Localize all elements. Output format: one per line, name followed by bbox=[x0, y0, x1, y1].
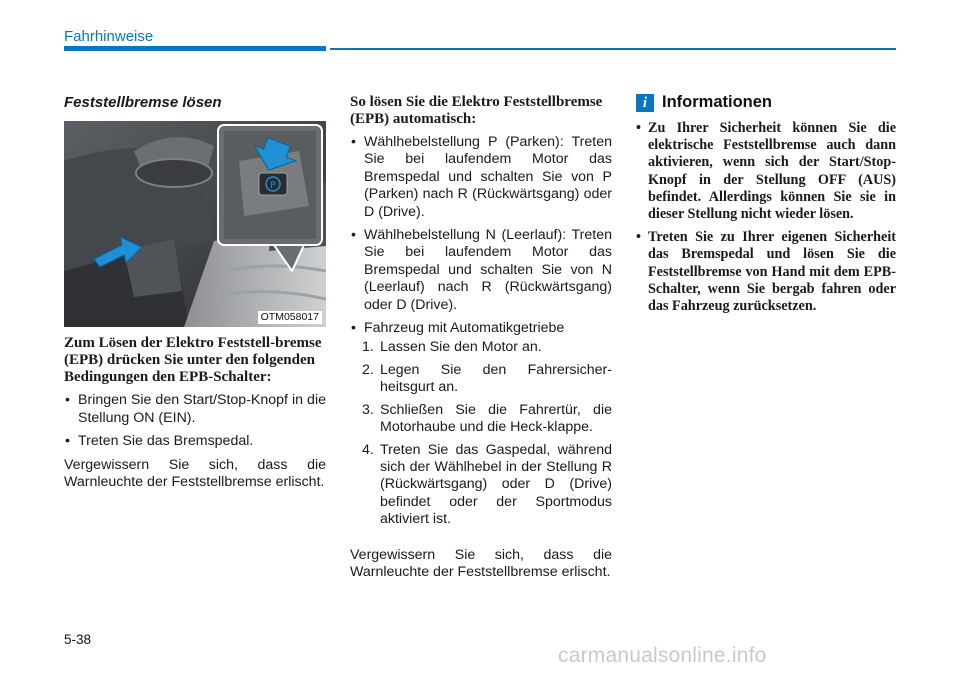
section-title: Fahrhinweise bbox=[64, 28, 154, 45]
header-rule-thin bbox=[330, 48, 896, 50]
step-number: 3. bbox=[362, 401, 374, 418]
header-rule-thick bbox=[64, 46, 326, 51]
figure-label: OTM058017 bbox=[258, 311, 322, 324]
info-icon: i bbox=[636, 94, 654, 112]
list-item: • Fahrzeug mit Automatikgetriebe bbox=[350, 320, 612, 337]
step-text: Legen Sie den Fahrersicher-heitsgurt an. bbox=[380, 361, 612, 396]
paragraph: Vergewissern Sie sich, dass die Warnleuchte der Feststellbremse erlischt. bbox=[64, 456, 326, 491]
list-item: • Treten Sie das Bremspedal. bbox=[64, 433, 326, 450]
steps-list bbox=[350, 339, 612, 528]
step-number: 4. bbox=[362, 441, 374, 458]
info-title: Informationen bbox=[662, 93, 772, 112]
figure-epb-switch bbox=[64, 121, 326, 327]
list-item bbox=[350, 362, 612, 397]
step-number: 2. bbox=[362, 361, 374, 378]
list-item: • Treten Sie zu Ihrer eigenen Sicherheit das Bremspedal und lösen Sie die Feststellbremse von Hand mit dem EPB-Schalter, wenn Sie bergab fahren oder das Fahrzeug zurücksetzen. bbox=[636, 229, 896, 315]
page-number: 5-38 bbox=[64, 632, 92, 647]
bullet-list bbox=[350, 134, 612, 337]
subheading: Zum Lösen der Elektro Feststell-bremse (EPB) drücken Sie unter den folgenden Bedingungen den EPB-Schalter: bbox=[64, 335, 322, 386]
step-text: Schließen Sie die Fahrertür, die Motorhaube und die Heck-klappe. bbox=[380, 401, 612, 436]
list-item bbox=[350, 402, 612, 437]
paragraph: Vergewissern Sie sich, dass die Warnleuchte der Feststellbremse erlischt. bbox=[350, 546, 612, 580]
list-item: • Wählhebelstellung P (Parken): Treten Sie bei laufendem Motor das Bremspedal und schalten Sie von P (Parken) nach R (Rückwärtsgang) oder D (Drive). bbox=[350, 134, 612, 221]
info-header bbox=[636, 94, 896, 112]
step-text: Lassen Sie den Motor an. bbox=[380, 339, 542, 356]
list-item bbox=[350, 339, 612, 356]
list-item: • Zu Ihrer Sicherheit können Sie die elektrische Feststellbremse auch dann aktivieren, wenn sich der Start/Stop-Knopf in der Stellung OFF (AUS) befindet. Allerdings können Sie sie in dieser Stellung nicht wieder lösen. bbox=[636, 120, 896, 223]
list-item: • Bringen Sie den Start/Stop-Knopf in die Stellung ON (EIN). bbox=[64, 392, 326, 427]
subheading: So lösen Sie die Elektro Feststellbremse (EPB) automatisch: bbox=[350, 94, 603, 127]
bullet-list bbox=[64, 392, 326, 450]
list-item: • Wählhebelstellung N (Leerlauf): Treten Sie bei laufendem Motor das Bremspedal und schalten Sie von N (Leerlauf) nach R (Rückwärtsgang) oder D (Drive). bbox=[350, 227, 612, 314]
svg-text:P: P bbox=[270, 181, 276, 192]
column-1 bbox=[64, 94, 326, 491]
watermark: carmanualsonline.info bbox=[558, 644, 767, 667]
step-number: 1. bbox=[362, 339, 374, 356]
info-box bbox=[636, 94, 896, 321]
section-heading: Feststellbremse lösen bbox=[64, 94, 222, 111]
info-list bbox=[636, 120, 896, 315]
step-text: Treten Sie das Gaspedal, während sich der Wählhebel in der Stellung R (Rückwärtsgang) oder D (Drive) befindet oder der Sportmodus aktiviert ist. bbox=[380, 441, 612, 528]
list-item bbox=[350, 442, 612, 529]
column-2 bbox=[350, 94, 612, 581]
figure-illustration bbox=[64, 121, 326, 327]
